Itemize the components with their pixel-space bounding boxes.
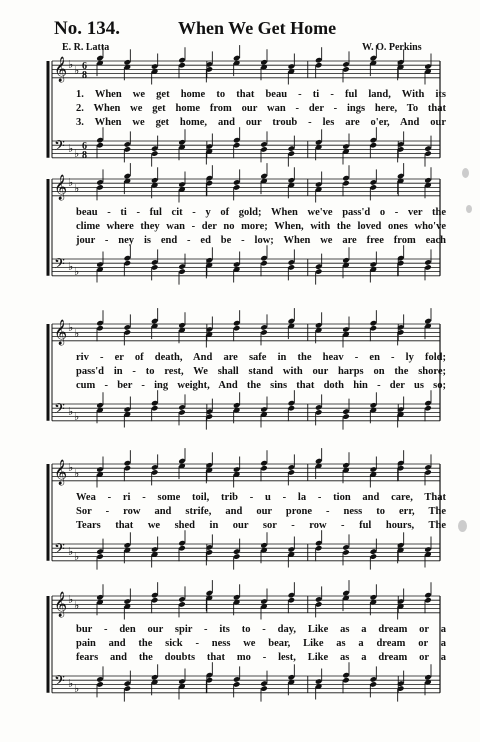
treble-clef-icon: 𝄞 (54, 592, 68, 617)
lyric-line-verse-3: Tears that we shed in our sor - row - ful hours, The (76, 520, 446, 531)
lyric-line-verse-2: pain and the sick - ness we bear, Like as a dream or a (76, 638, 446, 649)
flat-icon: ♭ (68, 261, 74, 273)
note (260, 532, 268, 563)
treble-clef-icon: 𝄞 (54, 320, 68, 345)
flat-icon: ♭ (74, 551, 80, 563)
flat-icon: ♭ (68, 143, 74, 155)
hymn-number: No. 134. (54, 18, 120, 39)
note (342, 247, 350, 278)
treble-staff (52, 459, 440, 485)
hymn-title: When We Get Home (178, 18, 337, 38)
note (178, 254, 186, 285)
lyric-line-verse-3: fears and the doubts that mo - lest, Like as a dream or a (76, 652, 446, 663)
note (288, 136, 296, 167)
bass-staff (52, 673, 440, 695)
flat-icon: ♭ (68, 59, 74, 71)
flat-icon: ♭ (74, 183, 80, 195)
note (233, 539, 241, 570)
note (370, 392, 378, 423)
treble-staff (52, 319, 440, 345)
treble-clef-icon: 𝄞 (54, 57, 68, 82)
music-composer: W. O. Perkins (362, 42, 422, 53)
lyric-line-verse-2: clime where they wan - der no more; When, with the loved ones who've (76, 221, 446, 232)
scan-speck (462, 168, 469, 178)
lyric-line-verse-2: pass'd in - to rest, We shall stand with our harps on the shore; (76, 366, 446, 377)
music-system-1 (0, 55, 480, 185)
music-system-3 (0, 318, 480, 448)
lyric-line-verse-1: Wea - ri - some toil, trib - u - la - tion and care, That (76, 492, 446, 503)
note (96, 392, 104, 423)
music-system-2 (0, 173, 480, 303)
music-system-4 (0, 458, 480, 588)
time-signature-bottom: 8 (82, 70, 87, 81)
lyric-line-verse-1: riv - er of death, And are safe in the heav - en - ly fold; (76, 352, 446, 363)
note (342, 399, 350, 430)
treble-clef-icon: 𝄞 (54, 175, 68, 200)
note (124, 671, 132, 702)
flat-icon: ♭ (68, 406, 74, 418)
note (342, 452, 350, 483)
flat-icon: ♭ (74, 683, 80, 695)
treble-staff (52, 56, 440, 82)
time-signature-top: 6 (82, 61, 87, 72)
flat-icon: ♭ (68, 678, 74, 690)
note (370, 584, 378, 615)
note (315, 254, 323, 285)
music-system-5 (0, 590, 480, 720)
flat-icon: ♭ (74, 65, 80, 77)
bass-staff (52, 541, 440, 563)
scan-speck (458, 520, 467, 532)
time-signature-bottom: 8 (82, 150, 87, 161)
bass-clef-icon: 𝄢 (54, 401, 65, 421)
scan-speck (466, 205, 472, 213)
note (151, 664, 159, 695)
flat-icon: ♭ (74, 468, 80, 480)
flat-icon: ♭ (68, 594, 74, 606)
flat-icon: ♭ (74, 411, 80, 423)
flat-icon: ♭ (68, 546, 74, 558)
note (151, 136, 159, 167)
note (260, 671, 268, 702)
time-signature-top: 6 (82, 141, 87, 152)
flat-icon: ♭ (74, 328, 80, 340)
bass-staff (52, 138, 440, 161)
note (124, 532, 132, 563)
flat-icon: ♭ (74, 600, 80, 612)
lyric-line-verse-3: jour - ney is end - ed be - low; When we are free from each (76, 235, 446, 246)
bass-clef-icon: 𝄢 (54, 256, 65, 276)
note (233, 45, 241, 76)
lyric-line-verse-2: Sor - row and strife, and our prone - ness to err, The (76, 506, 446, 517)
note (178, 312, 186, 343)
treble-staff (52, 174, 440, 200)
note (370, 539, 378, 570)
note (96, 539, 104, 570)
treble-clef-icon: 𝄞 (54, 460, 68, 485)
lyric-line-verse-1: beau - ti - ful cit - y of gold; When we've pass'd o - ver the (76, 207, 446, 218)
note (424, 664, 432, 695)
lyric-line-verse-2: 2. When we get home from our wan - der - ings here, To that (76, 103, 446, 114)
bass-clef-icon: 𝄢 (54, 673, 65, 693)
words-author: E. R. Latta (62, 42, 110, 53)
flat-icon: ♭ (74, 266, 80, 278)
flat-icon: ♭ (74, 148, 80, 160)
flat-icon: ♭ (68, 322, 74, 334)
note (288, 664, 296, 695)
lyric-line-verse-3: 3. When we get home, and our troub - les are o'er, And our (76, 117, 446, 128)
bass-clef-icon: 𝄢 (54, 541, 65, 561)
note (96, 584, 104, 615)
bass-staff (52, 401, 440, 423)
treble-staff (52, 591, 440, 617)
flat-icon: ♭ (68, 462, 74, 474)
lyric-line-verse-1: 1. When we get home to that beau - ti - ful land, With its (76, 89, 446, 100)
bass-staff (52, 256, 440, 278)
lyric-line-verse-3: cum - ber - ing weight, And the sins that doth hin - der us so; (76, 380, 446, 391)
flat-icon: ♭ (68, 177, 74, 189)
note (233, 584, 241, 615)
note (233, 392, 241, 423)
note (315, 312, 323, 343)
lyric-line-verse-1: bur - den our spir - its to - day, Like as a dream or a (76, 624, 446, 635)
bass-clef-icon: 𝄢 (54, 138, 65, 158)
note (424, 136, 432, 167)
